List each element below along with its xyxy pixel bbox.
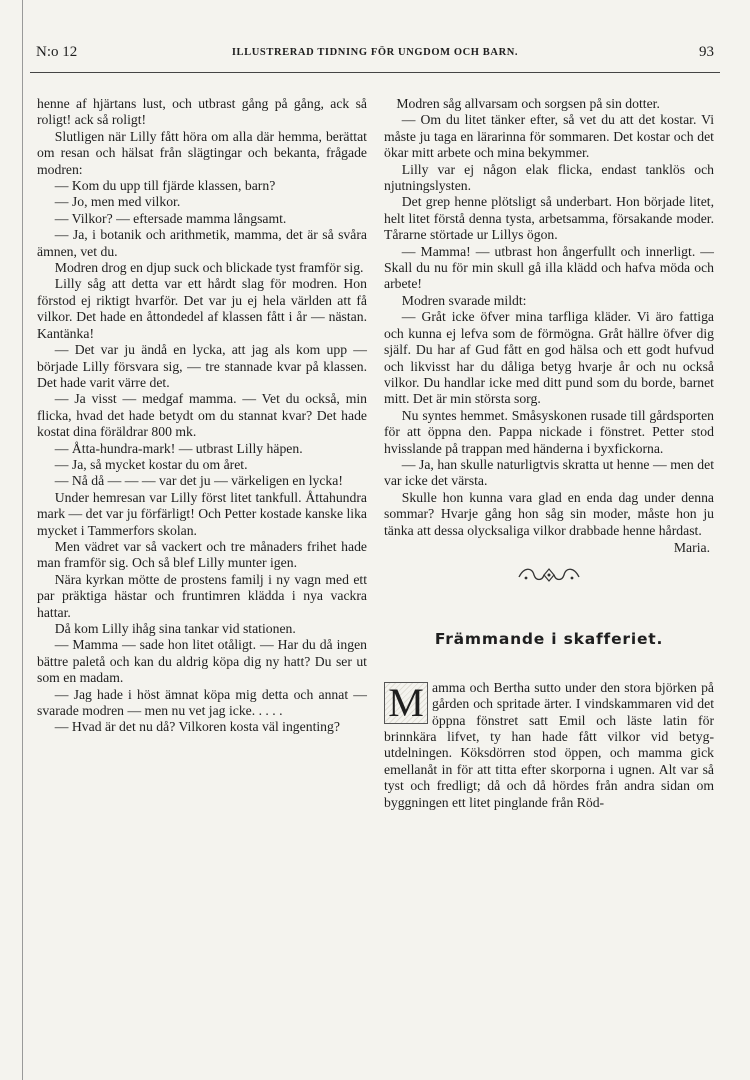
- paragraph: Men vädret var så vackert och tre månaders frihet hade man framför sig. Och så blef Lilly munter igen.: [37, 538, 367, 571]
- paragraph: — Åtta-hundra-mark! — utbrast Lilly häpen.: [54, 440, 303, 456]
- paragraph: — Ja, så mycket kostar du om året.: [54, 456, 248, 472]
- paragraph: — Nå då — — — var det ju — värkeligen en lycka!: [54, 473, 343, 489]
- paragraph: — Ja, han skulle naturligtvis skratta ut henne — men det var icke det värsta.: [384, 456, 714, 489]
- paragraph: — Kom du upp till fjärde klassen, barn?: [54, 178, 276, 194]
- paragraph: Då kom Lilly ihåg sina tankar vid stationen.: [54, 621, 296, 636]
- paragraph: Nu syntes hemmet. Småsyskonen rusade till gårdsporten för att öppna den. Pappa nickade i fönstret. Petter stod hvisslande på trappan med händerna i byxfickorna.: [384, 407, 714, 456]
- paragraph: Under hemresan var Lilly först litet tankfull. Åttahundra mark — det var ju förfärligt! Och Petter kostade kanske lika mycket i Tammerfors skolan.: [37, 489, 367, 538]
- paragraph: — Jo, men med vilkor.: [54, 194, 181, 210]
- paragraph: — Mamma! — utbrast hon ångerfullt och innerligt. — Skall du nu för min skull gå illa klädd och hafva möda och arbete!: [384, 243, 714, 292]
- paragraph: Modren svarade mildt:: [401, 292, 527, 308]
- ornament-icon: [384, 565, 714, 585]
- paragraph: henne af hjärtans lust, och utbrast gång på gång, ack så roligt! ack så roligt!: [37, 96, 367, 128]
- page-number: 93: [699, 44, 714, 60]
- paragraph: Skulle hon kunna vara glad en enda dag under denna sommar? Hvarje gång hon såg sin moder, måste hon ju tänka att dessa olycksaliga vilkor drabbade henne hårdast.: [384, 489, 714, 538]
- author-signature: Maria.: [673, 539, 710, 555]
- journal-title: ILLUSTRERAD TIDNING FÖR UNGDOM OCH BARN.: [231, 47, 519, 58]
- paragraph: Lilly var ej någon elak flicka, endast tanklös och njutningslysten.: [384, 161, 714, 194]
- paragraph: — Det var ju ändå en lycka, att jag als kom upp — började Lilly försvara sig, — tre stannade kvar på klassen. Det hade varit värre det.: [37, 342, 367, 390]
- paragraph: Slutligen när Lilly fått höra om alla där hemma, berättat om resan och hälsat från slägtingar och bekanta, frågade modren:: [37, 128, 367, 177]
- paragraph: Modren såg allvarsam och sorgsen på sin dotter.: [396, 96, 660, 111]
- paragraph: — Om du litet tänker efter, så vet du att det kostar. Vi måste ju taga en lärarinna för sommaren. Det kostar och det ökar mitt arbete och mina bekymmer.: [384, 112, 714, 161]
- article-title: Främmande i skafferiet.: [434, 630, 664, 649]
- paragraph: Det grep henne plötsligt så underbart. Hon började litet, helt litet förstå denna tysta, arbetsamma, försakande moder. Tårarne störtade ur Lillys ögon.: [384, 194, 714, 243]
- paragraph: — Ja visst — medgaf mamma. — Vet du också, min flicka, hvad det hade betydt om du stannat kvar? Det hade kostat dina föräldrar 800 mk.: [37, 391, 367, 440]
- right-column: [384, 96, 714, 811]
- dropcap-letter: M: [384, 682, 428, 724]
- paragraph: — Ja, i botanik och arithmetik, mamma, det är så svåra ämnen, vet du.: [37, 227, 367, 259]
- paragraph: — Jag hade i höst ämnat köpa mig detta och annat — svarade modren — men nu vet jag icke. . . . .: [37, 686, 367, 719]
- issue-number: N:o 12: [36, 44, 78, 60]
- left-column: [37, 96, 367, 736]
- page-edge-line: [22, 0, 23, 1080]
- paragraph: — Mamma — sade hon litet otåligt. — Har du då ingen bättre paletå och kan du aldrig köpa dig ny hatt? Du ser ut som en madam.: [37, 637, 367, 686]
- paragraph: — Hvad är det nu då? Vilkoren kosta väl ingenting?: [54, 719, 340, 735]
- paragraph: Modren drog en djup suck och blickade tyst framför sig.: [54, 260, 364, 276]
- paragraph: — Vilkor? — eftersade mamma långsamt.: [54, 210, 287, 226]
- article-body: [384, 680, 714, 811]
- running-header: [30, 44, 720, 68]
- paragraph: amma och Bertha sutto under den stora björken på gården och spritade ärter. I vindskammaren vid det öppna fönstret satt Emil och läste latin för brinnkära lifvet, ty han hade fått vilkor vid betyg-utdelningen. Köksdörren stod öppen, och mamma gick emellanåt in för att titta efter skorporna i ugnen. Alt var så tyst och fredligt; då och då hördes från andra sidan om byggningen ett litet pinglande från Röd-: [384, 679, 714, 810]
- paragraph: Lilly såg att detta var ett hårdt slag för modren. Hon förstod ej riktigt hvarför. Det var ju ej hela världen att få vilkor. Det hade en åttondedel af klassen fått i år — nästan. Kantänka!: [37, 276, 367, 341]
- paragraph: — Gråt icke öfver mina tarfliga kläder. Vi äro fattiga och kunna ej lefva som de förmögna. Gråt hällre öfver dig själf. Du har af Gud fått en god hälsa och ett godt hufvud och likvisst har du dåliga betyg hvarje år och nu också vilkor. Du handlar icke med ditt pund som du borde, barnet mitt. Det är min största sorg.: [384, 309, 714, 407]
- paragraph: Nära kyrkan mötte de prostens familj i ny vagn med ett par präktiga hästar och fruntimren klädda i nya vackra hattar.: [37, 571, 367, 620]
- header-rule: [30, 72, 720, 73]
